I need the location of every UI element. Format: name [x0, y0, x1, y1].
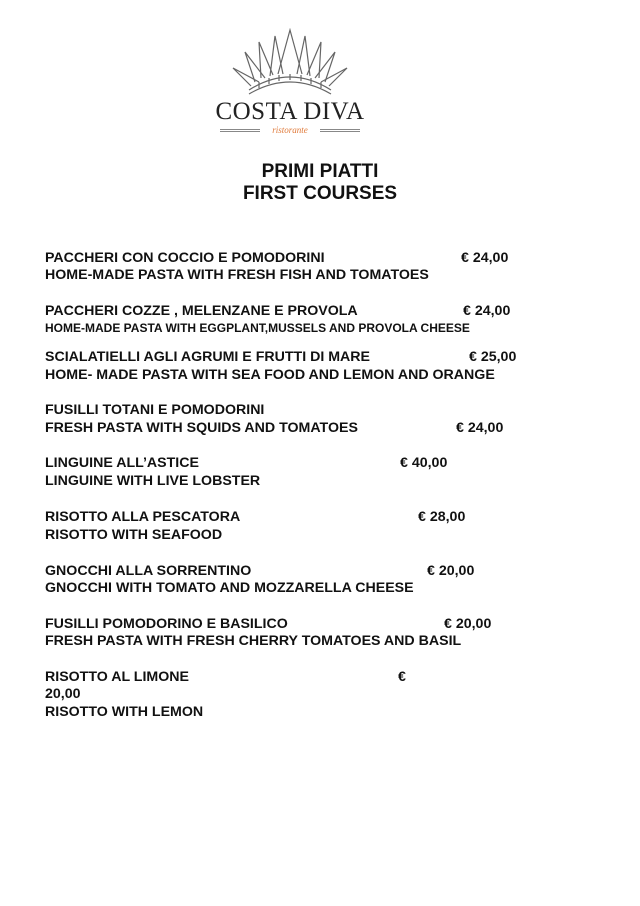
logo-name: COSTA DIVA	[215, 98, 365, 125]
heading-english: FIRST COURSES	[242, 183, 398, 204]
item-description: HOME-MADE PASTA WITH FRESH FISH AND TOMATOES	[45, 267, 429, 283]
item-price-value: 20,00	[45, 686, 81, 702]
logo-rule-right	[320, 129, 360, 132]
item-description: GNOCCHI WITH TOMATO AND MOZZARELLA CHEESE	[45, 580, 414, 596]
item-price: € 20,00	[444, 616, 492, 632]
item-description: HOME- MADE PASTA WITH SEA FOOD AND LEMON AND ORANGE	[45, 367, 495, 383]
item-price: € 25,00	[469, 349, 517, 365]
item-price: € 20,00	[427, 563, 475, 579]
item-price: € 24,00	[461, 250, 509, 266]
crown-arch-icon	[215, 28, 365, 98]
item-name: LINGUINE ALL’ASTICE	[45, 455, 199, 471]
item-name: PACCHERI COZZE , MELENZANE E PROVOLA	[45, 303, 358, 319]
item-description: HOME-MADE PASTA WITH EGGPLANT,MUSSELS AND PROVOLA CHEESE	[45, 321, 470, 335]
item-description: FRESH PASTA WITH SQUIDS AND TOMATOES	[45, 420, 358, 436]
logo-subtitle: ristorante	[272, 125, 308, 135]
item-price-symbol: €	[398, 669, 406, 685]
item-name: PACCHERI CON COCCIO E POMODORINI	[45, 250, 325, 266]
item-name: GNOCCHI ALLA SORRENTINO	[45, 563, 252, 579]
heading-italian: PRIMI PIATTI	[261, 161, 379, 182]
item-price: € 28,00	[418, 509, 466, 525]
item-name: FUSILLI TOTANI E POMODORINI	[45, 402, 265, 418]
item-price: € 24,00	[463, 303, 511, 319]
item-name: RISOTTO ALLA PESCATORA	[45, 509, 241, 525]
item-description: FRESH PASTA WITH FRESH CHERRY TOMATOES AND BASIL	[45, 633, 462, 649]
item-name: SCIALATIELLI AGLI AGRUMI E FRUTTI DI MARE	[45, 349, 370, 365]
item-name: RISOTTO AL LIMONE	[45, 669, 189, 685]
item-price: € 24,00	[456, 420, 504, 436]
item-description: RISOTTO WITH SEAFOOD	[45, 527, 223, 543]
costa-diva-logo	[215, 28, 365, 140]
item-price: € 40,00	[400, 455, 448, 471]
item-name: FUSILLI POMODORINO E BASILICO	[45, 616, 288, 632]
item-description: RISOTTO WITH LEMON	[45, 704, 204, 720]
item-description: LINGUINE WITH LIVE LOBSTER	[45, 473, 261, 489]
